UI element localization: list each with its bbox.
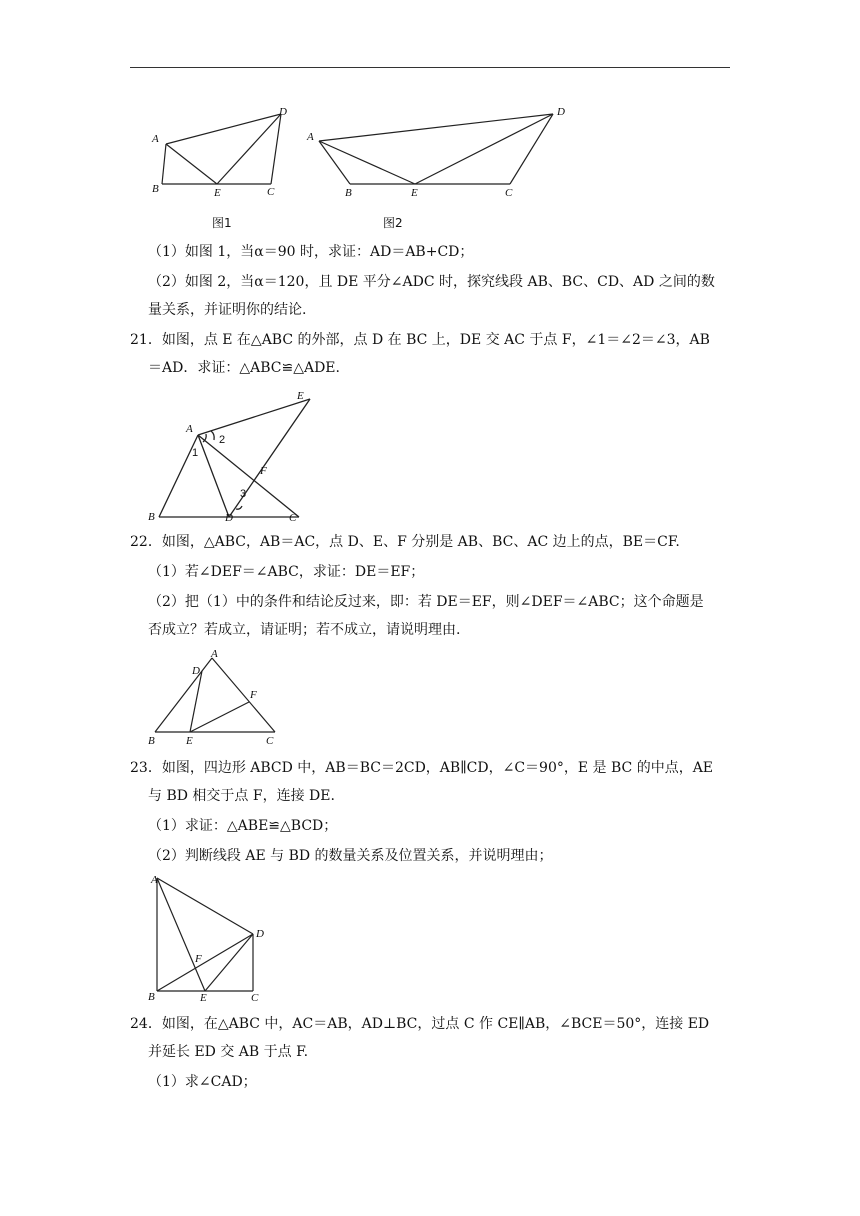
q22-label-f: F	[250, 689, 257, 701]
figure-2-caption: 图2	[383, 216, 403, 230]
q21-label-b: B	[148, 511, 155, 523]
q23-figure	[140, 870, 275, 1010]
q20-part2-line1: （2）如图 2，当α＝120，且 DE 平分∠ADC 时，探究线段 AB、BC、CD、AD 之间的数	[148, 274, 715, 290]
q23-line2: 与 BD 相交于点 F，连接 DE.	[148, 788, 335, 804]
q23-label-f: F	[195, 953, 202, 965]
q24-line2: 并延长 ED 交 AB 于点 F.	[148, 1044, 309, 1060]
fig1-label-a: A	[152, 133, 159, 145]
q21-label-d: D	[225, 512, 233, 524]
q21-angle-2: 2	[219, 434, 226, 446]
fig2-label-a: A	[307, 131, 314, 143]
q23-label-e: E	[200, 992, 207, 1004]
q21-label-a: A	[186, 423, 193, 435]
fig1-label-b: B	[152, 183, 159, 195]
q20-part1: （1）如图 1，当α＝90 时，求证：AD＝AB+CD；	[148, 244, 474, 260]
q22-label-e: E	[186, 735, 193, 747]
q23-label-d: D	[256, 928, 264, 940]
header-rule	[130, 67, 730, 68]
q21-label-f: F	[260, 465, 267, 477]
q22-part2-line2: 否成立？若成立，请证明；若不成立，请说明理由.	[148, 622, 461, 638]
q23-label-c: C	[251, 992, 259, 1004]
figure-1	[140, 100, 300, 205]
q24-part1: （1）求∠CAD；	[148, 1074, 257, 1090]
q23-part1: （1）求证：△ABE≌△BCD；	[148, 818, 338, 834]
q22-figure	[140, 646, 290, 751]
q22-part1: （1）若∠DEF＝∠ABC，求证：DE＝EF；	[148, 564, 425, 580]
fig2-label-b: B	[345, 187, 352, 199]
figure-2	[305, 100, 575, 205]
q21-figure	[140, 382, 320, 527]
q22-part2-line1: （2）把（1）中的条件和结论反过来，即：若 DE＝EF，则∠DEF＝∠ABC；这个命题是	[148, 594, 704, 610]
fig2-label-c: C	[505, 187, 513, 199]
q21-angle-1: 1	[192, 447, 199, 459]
q23-line1: 23．如图，四边形 ABCD 中，AB＝BC＝2CD，AB∥CD，∠C＝90°，E 是 BC 的中点，AE	[130, 760, 714, 776]
fig2-label-e: E	[411, 187, 418, 199]
q22-line1: 22．如图，△ABC，AB＝AC，点 D、E、F 分别是 AB、BC、AC 边上的点，BE＝CF.	[130, 534, 680, 550]
fig1-label-c: C	[267, 186, 275, 198]
q23-label-b: B	[148, 991, 155, 1003]
q24-line1: 24．如图，在△ABC 中，AC＝AB，AD⊥BC，过点 C 作 CE∥AB，∠BCE＝50°，连接 ED	[130, 1016, 710, 1032]
fig2-label-d: D	[557, 106, 565, 118]
q22-label-a: A	[211, 648, 218, 660]
q22-label-c: C	[266, 735, 274, 747]
q20-part2-line2: 量关系，并证明你的结论.	[148, 302, 307, 318]
q21-line1: 21．如图，点 E 在△ABC 的外部，点 D 在 BC 上，DE 交 AC 于点 F，∠1＝∠2＝∠3，AB	[130, 332, 710, 348]
figure-1-caption: 图1	[212, 216, 232, 230]
q21-label-c: C	[289, 512, 297, 524]
q21-label-e: E	[297, 390, 304, 402]
q23-part2: （2）判断线段 AE 与 BD 的数量关系及位置关系，并说明理由；	[148, 848, 553, 864]
fig1-label-d: D	[279, 106, 287, 118]
q21-line2: ＝AD．求证：△ABC≌△ADE.	[148, 360, 340, 376]
q22-label-d: D	[192, 665, 200, 677]
q23-label-a: A	[151, 874, 158, 886]
q21-angle-3: 3	[240, 488, 247, 500]
fig1-label-e: E	[214, 187, 221, 199]
q22-label-b: B	[148, 735, 155, 747]
